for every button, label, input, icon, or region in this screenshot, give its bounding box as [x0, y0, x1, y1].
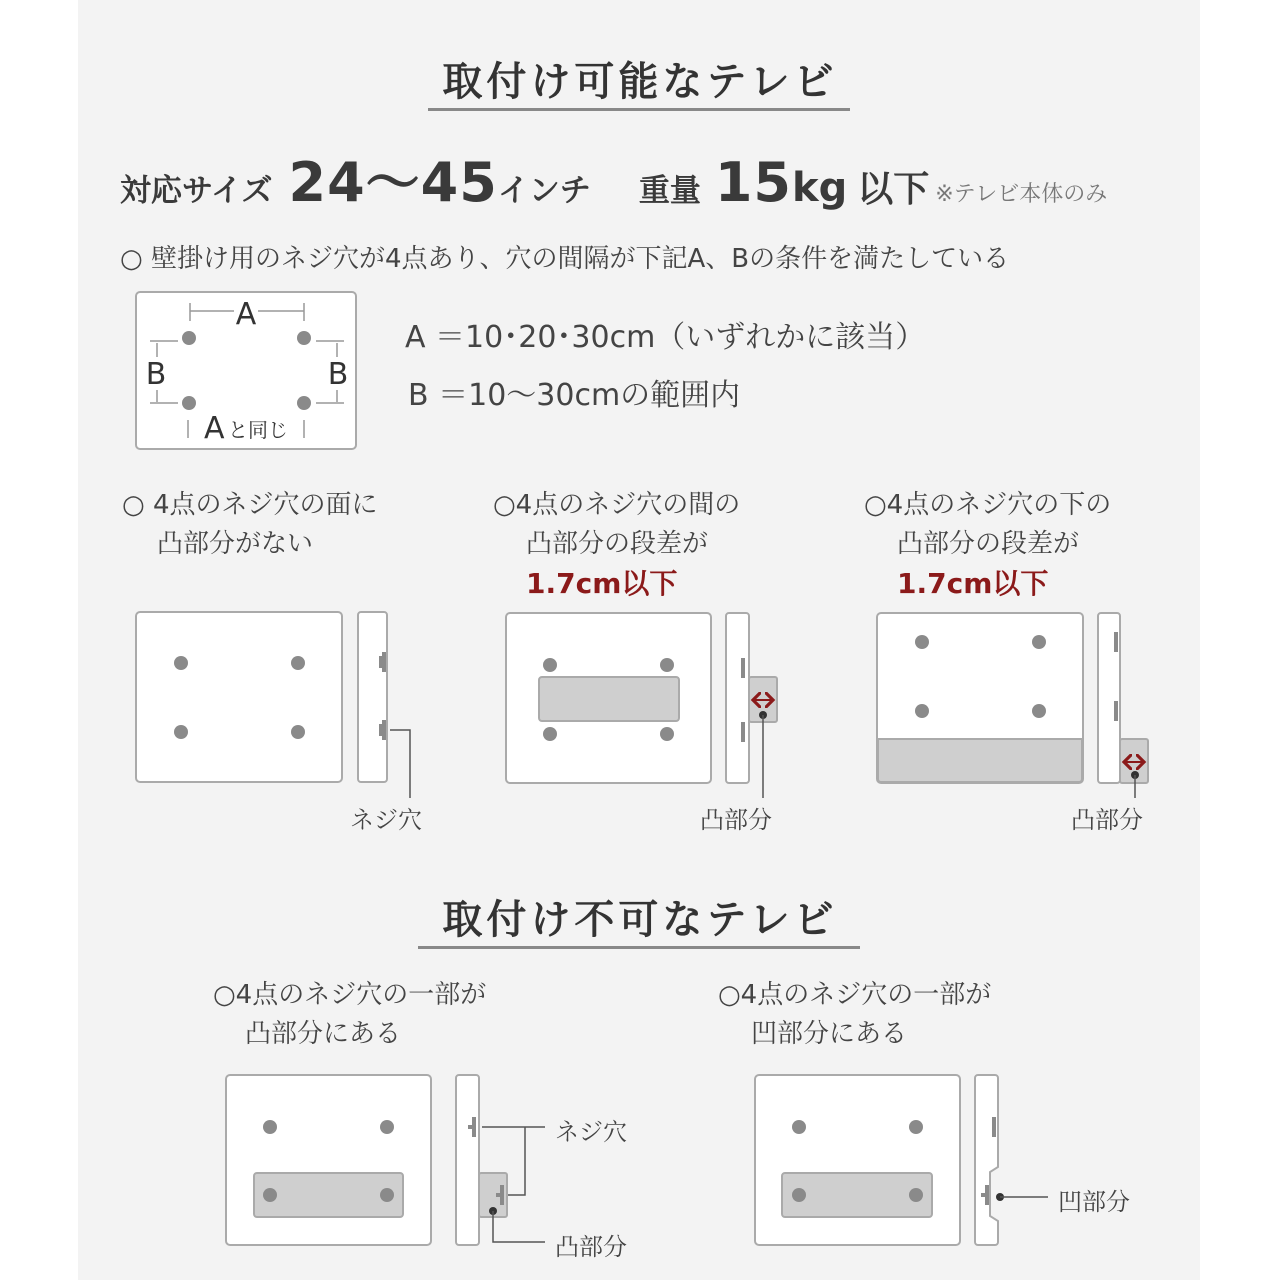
case3-line2: 凸部分の段差が	[897, 529, 1080, 559]
protrusion-front	[878, 739, 1082, 782]
section-title-incompatible: 取付け不可なテレビ	[442, 897, 838, 943]
ng2-line1: ○4点のネジ穴の一部が	[718, 980, 992, 1010]
case2-callout: 凸部分	[700, 806, 772, 834]
condition-text: ○ 壁掛け用のネジ穴が4点あり、穴の間隔が下記A、Bの条件を満たしている	[120, 244, 1010, 274]
case1-line2: 凸部分がない	[157, 529, 314, 559]
protrusion-front	[539, 677, 679, 721]
ng1-diagram	[226, 1075, 545, 1245]
case3-line1: ○4点のネジ穴の下の	[864, 490, 1112, 520]
dim-a-bottom-suffix: と同じ	[228, 418, 288, 442]
case2-line1: ○4点のネジ穴の間の	[493, 490, 741, 520]
ng2-diagram	[755, 1075, 1048, 1245]
ng2-callout-part: 凹部分	[1058, 1188, 1130, 1216]
size-value: 24～45	[288, 151, 498, 214]
tv-front	[226, 1075, 431, 1245]
case2-diagram	[506, 613, 777, 798]
weight-value: 15	[714, 151, 792, 214]
tv-side	[456, 1075, 479, 1245]
weight-note: ※テレビ本体のみ	[935, 182, 1108, 207]
rule-a: A ＝10･20･30cm（いずれかに該当）	[405, 320, 926, 355]
ng1-callout-hole: ネジ穴	[555, 1118, 627, 1146]
ng2-line2: 凹部分にある	[751, 1019, 908, 1049]
section-title-compatible: 取付け可能なテレビ	[442, 59, 838, 105]
case1-callout: ネジ穴	[350, 806, 422, 834]
case3-callout: 凸部分	[1071, 806, 1143, 834]
dim-b-right-label: B	[327, 357, 349, 392]
tv-side	[726, 613, 749, 783]
case1-diagram	[136, 612, 410, 798]
ng1-callout-part: 凸部分	[555, 1233, 627, 1261]
ng1-line1: ○4点のネジ穴の一部が	[213, 980, 487, 1010]
dim-b-left-label: B	[145, 357, 167, 392]
case1-line1: ○ 4点のネジ穴の面に	[122, 490, 378, 520]
dim-a-bottom-label: A	[204, 411, 225, 446]
rule-b: B ＝10～30cmの範囲内	[408, 378, 741, 413]
case2-limit: 1.7cm以下	[526, 567, 678, 600]
case2-line2: 凸部分の段差が	[526, 529, 709, 559]
weight-label: 重量	[638, 173, 701, 209]
ng1-line2: 凸部分にある	[245, 1019, 402, 1049]
tv-front	[755, 1075, 960, 1245]
case3-diagram	[877, 613, 1148, 798]
case3-limit: 1.7cm以下	[897, 567, 1049, 600]
leader-line	[390, 730, 410, 798]
size-label: 対応サイズ	[120, 173, 273, 209]
tv-side-recessed	[975, 1075, 998, 1245]
tv-side	[358, 612, 387, 782]
size-unit: インチ	[497, 173, 591, 209]
weight-suffix: 以下	[857, 169, 930, 210]
dim-a-label: A	[235, 297, 257, 332]
weight-unit: kg	[791, 165, 848, 211]
tv-front	[136, 612, 342, 782]
